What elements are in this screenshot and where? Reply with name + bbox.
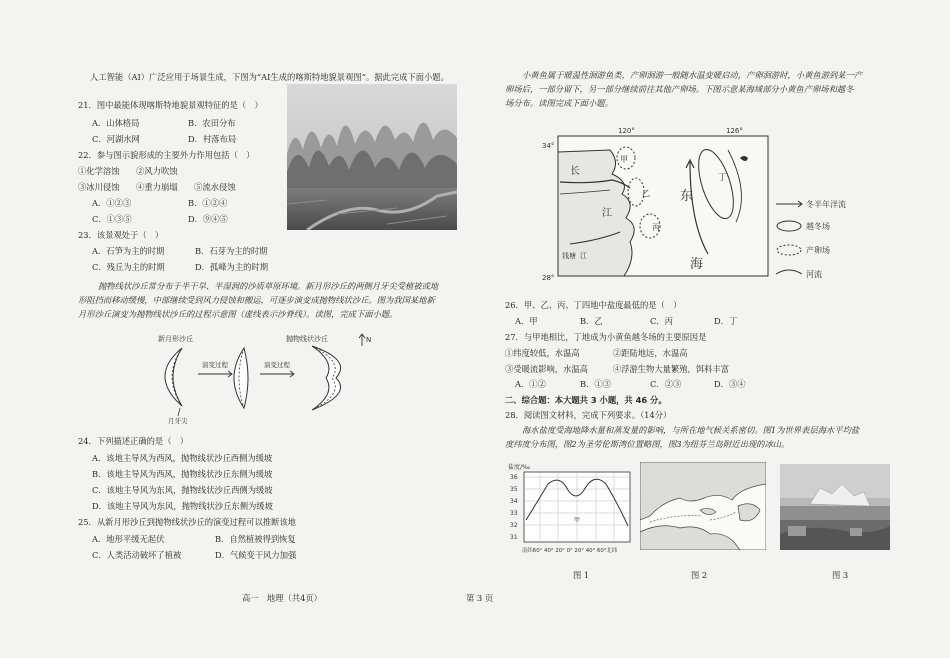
passage2-line3: 月形沙丘演变为抛物线状沙丘的过程示意图（虚线表示沙脊线）。读图，完成下面小题。 <box>78 309 398 319</box>
crescent-dune-shape <box>165 348 182 406</box>
q22-option-a[interactable]: A．①②③ <box>92 198 132 208</box>
q22-option-d[interactable]: D．⑨④⑤ <box>188 214 228 224</box>
intro-text: 人工智能（AI）广泛应用于场景生成，下图为“AI生成的喀斯特地貌景观图”。据此完成下面小题。 <box>90 72 449 82</box>
label-jiang: 江 <box>602 208 612 219</box>
fig3-caption: 图 3 <box>832 570 849 580</box>
fig1-ylabel: 盐度/‰ <box>508 464 531 471</box>
latitude-28: 28° <box>542 274 555 282</box>
q21-option-a[interactable]: A．山体格局 <box>92 118 140 128</box>
q23-option-a[interactable]: A．石笋为主的时期 <box>92 246 165 256</box>
legend-current-icon <box>776 201 802 207</box>
q25-option-d[interactable]: D．气候变干风力加强 <box>215 550 297 560</box>
q28-text-line2: 度纬度分布图，图2为圣劳伦斯湾位置略图，图3为纽芬兰岛附近出现的冰山。 <box>505 439 790 449</box>
q21-option-c[interactable]: C．河湖水网 <box>92 134 140 144</box>
karst-landscape-image <box>287 84 457 230</box>
q25-option-b[interactable]: B．自然植被得到恢复 <box>215 534 296 544</box>
ytick-31: 31 <box>510 534 518 541</box>
latitude-34: 34° <box>542 142 555 150</box>
q27-option-d[interactable]: D．③④ <box>714 379 746 389</box>
q27-option-c[interactable]: C．②③ <box>650 379 682 389</box>
north-arrow-icon <box>359 334 365 346</box>
q28-stem: 28．阅读图文材料，完成下列要求。（14分） <box>505 410 672 420</box>
fish-passage-line3: 场分布。读图完成下面小题。 <box>505 98 613 108</box>
q24-option-b[interactable]: B．该地主导风为西风，抛物线状沙丘东侧为缓坡 <box>92 469 273 479</box>
q26-stem: 26．甲、乙、丙、丁四地中盐度最低的是（ ） <box>505 300 682 310</box>
arrow-label-1: 演变过程 <box>202 361 228 369</box>
q21-option-b[interactable]: B．农田分布 <box>188 118 236 128</box>
q25-option-c[interactable]: C．人类活动破坏了植被 <box>92 550 182 560</box>
label-ding: 丁 <box>718 173 728 183</box>
q22-items-2: ③冰川侵蚀 ④重力崩塌 ⑤流水侵蚀 <box>78 182 236 192</box>
q27-items-1: ①纬度较低，水温高 ②距陆地远，水温高 <box>505 348 688 358</box>
fig1-note-jia: 甲 <box>574 517 581 524</box>
q24-stem: 24．下列描述正确的是（ ） <box>78 436 189 446</box>
q25-stem: 25．从新月形沙丘到抛物线状沙丘的演变过程可以推断该地 <box>78 517 296 527</box>
fig1-caption: 图 1 <box>573 570 590 580</box>
label-qiantang: 钱塘 <box>562 252 576 260</box>
label-chang: 长 <box>570 166 580 177</box>
q27-stem: 27．与甲地相比，丁地成为小黄鱼越冬场的主要原因是 <box>505 332 707 342</box>
label-hai: 海 <box>690 257 704 272</box>
label-qiantang-jiang: 江 <box>580 252 587 260</box>
ytick-33: 33 <box>510 510 518 517</box>
q28-text-line1: 海水盐度受海地降水量和蒸发量的影响，与所在地气候关系密切。图1为世界表层海水平均盐 <box>522 425 860 435</box>
q24-option-a[interactable]: A．该地主导风为西风，抛物线状沙丘西侧为缓坡 <box>92 453 273 463</box>
longitude-126: 126° <box>726 127 743 135</box>
q23-option-c[interactable]: C．残丘为主的时期 <box>92 262 165 272</box>
q26-option-c[interactable]: C．丙 <box>650 316 673 326</box>
legend-spawn: 产卵场 <box>806 246 830 255</box>
arrow-right-icon-2 <box>260 371 294 377</box>
dune-evolution-diagram <box>140 330 380 425</box>
label-crescent-dune: 新月形沙丘 <box>158 335 193 343</box>
ytick-32: 32 <box>510 522 518 529</box>
passage2-line2: 形阻挡而移动缓慢，中部继续受到风力侵蚀和搬运，可逐步演变成抛物线状沙丘。图为我国某地新 <box>78 295 435 305</box>
q22-option-b[interactable]: B．①②④ <box>188 198 228 208</box>
passage2-line1: 抛物线状沙丘常分布于半干旱、半湿润的沙质草原环境。新月形沙丘的两侧月牙尖受植被或地 <box>98 281 439 291</box>
arrow-right-icon-1 <box>198 371 232 377</box>
legend-winter: 越冬场 <box>806 222 830 231</box>
q24-option-d[interactable]: D．该地主导风为东风，抛物线状沙丘东侧为缓坡 <box>92 501 273 511</box>
q21-stem: 21．图中最能体现喀斯特地貌景观特征的是（ ） <box>78 100 263 110</box>
label-horn-tip: 月牙尖 <box>168 417 188 425</box>
q23-stem: 23．该景观处于（ ） <box>78 230 164 240</box>
north-label: N <box>366 336 372 344</box>
ytick-36: 36 <box>510 474 518 481</box>
label-bing: 丙 <box>652 223 660 232</box>
legend-current: 冬半年洋流 <box>806 200 846 209</box>
legend-spawn-icon <box>777 245 801 255</box>
q23-option-b[interactable]: B．石芽为主的时期 <box>195 246 268 256</box>
label-dong: 东 <box>680 189 694 204</box>
figure3-iceberg-photo <box>780 464 890 550</box>
longitude-120: 120° <box>618 127 635 135</box>
q27-option-b[interactable]: B．①③ <box>580 379 611 389</box>
q22-items-1: ①化学溶蚀 ②风力吹蚀 <box>78 166 178 176</box>
parabolic-dune-shape <box>312 346 341 410</box>
fish-passage-line1: 小黄鱼属于暖温性洄游鱼类，产卵洄游一般随水温变暖启动，产卵洄游时，小黄鱼游到某一产 <box>522 70 863 80</box>
label-jia: 甲 <box>620 155 628 164</box>
q26-option-a[interactable]: A．甲 <box>515 316 538 326</box>
q25-option-a[interactable]: A．地形平缓无起伏 <box>92 534 165 544</box>
footer-left: 高一 地理（共4页） <box>242 593 322 603</box>
q24-option-c[interactable]: C．该地主导风为东风，抛物线状沙丘西侧为缓坡 <box>92 485 273 495</box>
q21-option-d[interactable]: D．村落布局 <box>188 134 237 144</box>
intermediate-dune-shape <box>234 348 248 408</box>
fish-habitat-map <box>540 122 870 292</box>
fig2-caption: 图 2 <box>691 570 708 580</box>
legend-river-icon <box>776 270 802 274</box>
figure1-salinity-chart <box>508 460 636 555</box>
footer-right: 第 3 页 <box>466 593 494 603</box>
q22-stem: 22．参与图示貌形成的主要外力作用包括（ ） <box>78 150 255 160</box>
q27-option-a[interactable]: A．①② <box>515 379 546 389</box>
ytick-34: 34 <box>510 498 518 505</box>
q22-option-c[interactable]: C．①③⑤ <box>92 214 132 224</box>
figure2-gulf-map <box>640 462 766 550</box>
q26-option-d[interactable]: D．丁 <box>714 316 738 326</box>
q26-option-b[interactable]: B．乙 <box>580 316 603 326</box>
section-heading: 二、综合题：本大题共 3 小题，共 46 分。 <box>505 395 667 405</box>
arrow-label-2: 演变过程 <box>264 361 290 369</box>
label-parabolic-dune: 抛物线状沙丘 <box>286 335 328 343</box>
ytick-35: 35 <box>510 486 518 493</box>
q23-option-d[interactable]: D．孤峰为主的时期 <box>195 262 269 272</box>
tip-pointer-line <box>178 408 180 416</box>
legend-winter-icon <box>777 221 801 231</box>
label-yi: 乙 <box>642 189 650 198</box>
fish-passage-line2: 卵场后，一部分留下，另一部分继续前往其他产卵场。下图示意某海域部分小黄鱼产卵场和越冬 <box>505 84 854 94</box>
q27-items-2: ③受暖流影响，水温高 ④浮游生物大量繁殖，饵料丰富 <box>505 364 730 374</box>
fig1-xaxis: 南纬60° 40° 20° 0° 20° 40° 60°北纬 <box>522 548 618 554</box>
legend-river: 河流 <box>806 270 822 279</box>
